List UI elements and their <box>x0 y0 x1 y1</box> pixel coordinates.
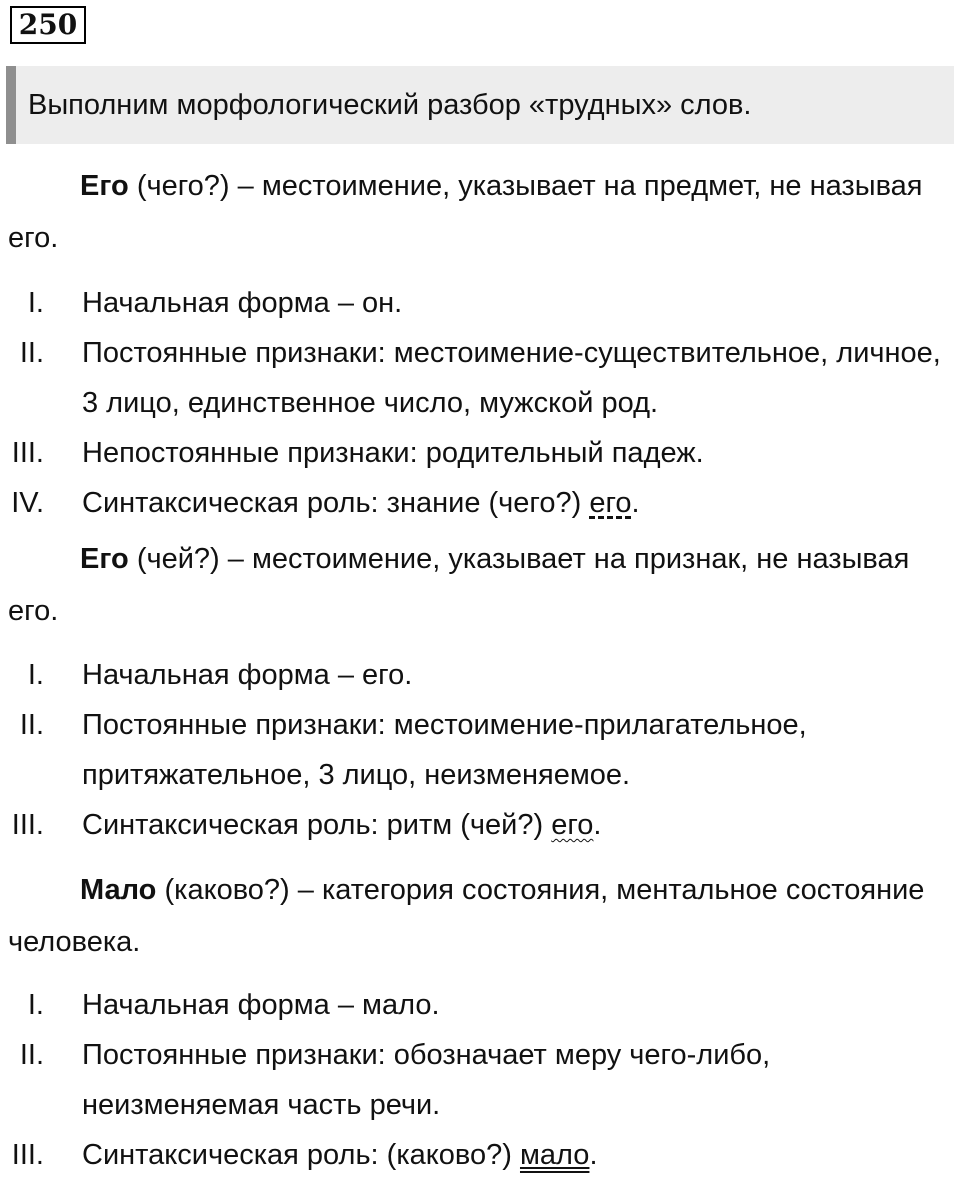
item-number: I. <box>27 659 44 691</box>
analysis-list <box>0 980 960 1180</box>
marked-word: его <box>551 809 594 841</box>
item-number: II. <box>19 1039 44 1071</box>
item-text: Постоянные признаки: местоимение-существительное, личное, 3 лицо, единственное число, мужской род. <box>82 337 941 419</box>
analyzed-word: Его <box>80 170 129 202</box>
list-item <box>0 800 960 850</box>
item-text: Начальная форма – его. <box>82 659 413 691</box>
definition-text: – категория состояния, ментальное состояние человека. <box>8 874 925 958</box>
list-item <box>0 980 960 1030</box>
item-end: . <box>631 487 640 519</box>
item-end: . <box>593 809 602 841</box>
marked-word: его <box>589 487 632 519</box>
word-question: (каково?) <box>156 874 290 906</box>
list-item <box>0 478 960 528</box>
item-text: Непостоянные признаки: родительный падеж. <box>82 437 704 469</box>
analyzed-word: Его <box>80 543 129 575</box>
item-text: Начальная форма – мало. <box>82 989 440 1021</box>
item-end: . <box>589 1139 598 1171</box>
list-item <box>0 1030 960 1130</box>
list-item <box>0 328 960 428</box>
item-text: Синтаксическая роль: знание (чего?) <box>82 487 590 519</box>
item-number: III. <box>11 1139 44 1171</box>
item-text: Синтаксическая роль: ритм (чей?) <box>82 809 552 841</box>
item-text: Постоянные признаки: местоимение-прилагательное, притяжательное, 3 лицо, неизменяемое. <box>82 709 807 791</box>
item-number: IV. <box>11 487 44 519</box>
item-number: I. <box>27 989 44 1021</box>
list-item <box>0 1130 960 1180</box>
analysis-list <box>0 650 960 850</box>
list-item <box>0 650 960 700</box>
marked-word: мало <box>519 1139 590 1171</box>
definition-paragraph <box>8 160 948 264</box>
definition-text: – местоимение, указывает на предмет, не называя его. <box>8 170 923 254</box>
definition-text: – местоимение, указывает на признак, не называя его. <box>8 543 910 627</box>
list-item <box>0 700 960 800</box>
item-number: III. <box>11 437 44 469</box>
intro-callout: Выполним морфологический разбор «трудных» слов. <box>6 66 954 144</box>
item-number: II. <box>19 709 44 741</box>
definition-paragraph <box>8 533 948 637</box>
item-number: III. <box>11 809 44 841</box>
item-text: Начальная форма – он. <box>82 287 403 319</box>
item-text: Синтаксическая роль: (каково?) <box>82 1139 520 1171</box>
analysis-list <box>0 278 960 528</box>
item-number: II. <box>19 337 44 369</box>
list-item <box>0 428 960 478</box>
word-question: (чей?) <box>128 543 220 575</box>
analyzed-word: Мало <box>80 874 157 906</box>
item-number: I. <box>27 287 44 319</box>
definition-paragraph <box>8 864 948 968</box>
item-text: Постоянные признаки: обозначает меру чего-либо, неизменяемая часть речи. <box>82 1039 771 1121</box>
exercise-number: 250 <box>10 6 86 44</box>
word-question: (чего?) <box>128 170 230 202</box>
list-item <box>0 278 960 328</box>
